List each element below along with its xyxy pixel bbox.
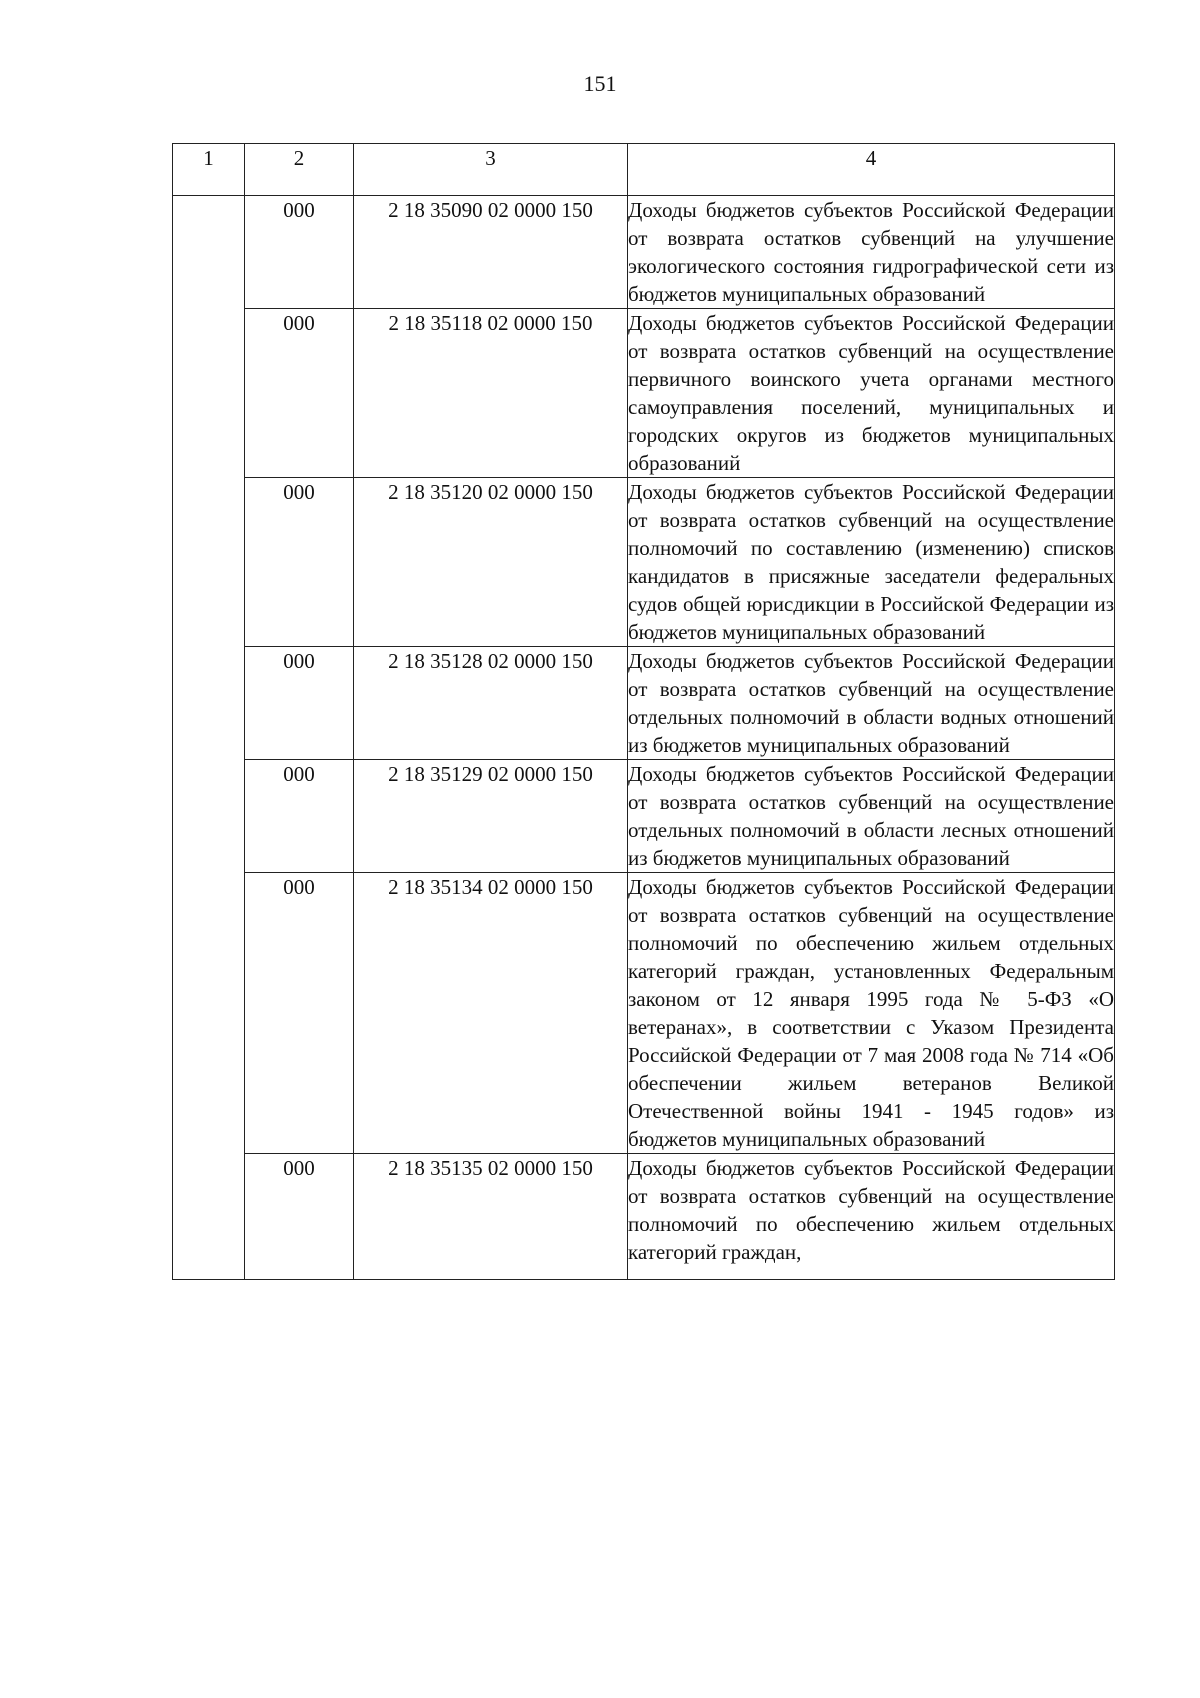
- header-col-4: 4: [628, 144, 1115, 196]
- header-col-1: 1: [173, 144, 245, 196]
- admin-code-cell: 000: [245, 760, 354, 873]
- header-col-2: 2: [245, 144, 354, 196]
- budget-code-cell: 2 18 35128 02 0000 150: [354, 647, 628, 760]
- description-cell: Доходы бюджетов субъектов Российской Федерации от возврата остатков субвенций на осуществление первичного воинского учета органами местного самоуправления поселений, муниципальных и городских округов из бюджетов муниципальных образований: [628, 309, 1115, 478]
- admin-code-cell: 000: [245, 873, 354, 1154]
- header-col-3: 3: [354, 144, 628, 196]
- budget-code-cell: 2 18 35090 02 0000 150: [354, 196, 628, 309]
- table-row: [173, 647, 1115, 760]
- admin-code-cell: 000: [245, 1154, 354, 1280]
- table-row: [173, 478, 1115, 647]
- description-cell: Доходы бюджетов субъектов Российской Федерации от возврата остатков субвенций на улучшение экологического состояния гидрографической сети из бюджетов муниципальных образований: [628, 196, 1115, 309]
- description-cell: Доходы бюджетов субъектов Российской Федерации от возврата остатков субвенций на осуществление отдельных полномочий в области лесных отношений из бюджетов муниципальных образований: [628, 760, 1115, 873]
- table-row: [173, 873, 1115, 1154]
- table-row: [173, 760, 1115, 873]
- admin-code-cell: 000: [245, 647, 354, 760]
- admin-code-cell: 000: [245, 309, 354, 478]
- admin-code-cell: 000: [245, 478, 354, 647]
- table-row: [173, 196, 1115, 309]
- budget-code-cell: 2 18 35135 02 0000 150: [354, 1154, 628, 1280]
- description-cell: Доходы бюджетов субъектов Российской Федерации от возврата остатков субвенций на осуществление полномочий по обеспечению жильем отдельных категорий граждан,: [628, 1154, 1115, 1280]
- description-cell: Доходы бюджетов субъектов Российской Федерации от возврата остатков субвенций на осуществление полномочий по обеспечению жильем отдельных категорий граждан, установленных Федеральным законом от 12 января 1995 года № 5-ФЗ «О ветеранах», в соответствии с Указом Президента Российской Федерации от 7 мая 2008 года № 714 «Об обеспечении жильем ветеранов Великой Отечественной войны 1941 - 1945 годов» из бюджетов муниципальных образований: [628, 873, 1115, 1154]
- budget-codes-table: [172, 143, 1115, 1280]
- admin-code-cell: 000: [245, 196, 354, 309]
- empty-first-column-cell: [173, 196, 245, 1280]
- table-row: [173, 1154, 1115, 1280]
- budget-code-cell: 2 18 35120 02 0000 150: [354, 478, 628, 647]
- page-number: 151: [583, 71, 617, 96]
- budget-code-cell: 2 18 35134 02 0000 150: [354, 873, 628, 1154]
- description-cell: Доходы бюджетов субъектов Российской Федерации от возврата остатков субвенций на осуществление полномочий по составлению (изменению) списков кандидатов в присяжные заседатели федеральных судов общей юрисдикции в Российской Федерации из бюджетов муниципальных образований: [628, 478, 1115, 647]
- budget-code-cell: 2 18 35129 02 0000 150: [354, 760, 628, 873]
- table-row: [173, 309, 1115, 478]
- description-cell: Доходы бюджетов субъектов Российской Федерации от возврата остатков субвенций на осуществление отдельных полномочий в области водных отношений из бюджетов муниципальных образований: [628, 647, 1115, 760]
- budget-code-cell: 2 18 35118 02 0000 150: [354, 309, 628, 478]
- table-header-row: [173, 144, 1115, 196]
